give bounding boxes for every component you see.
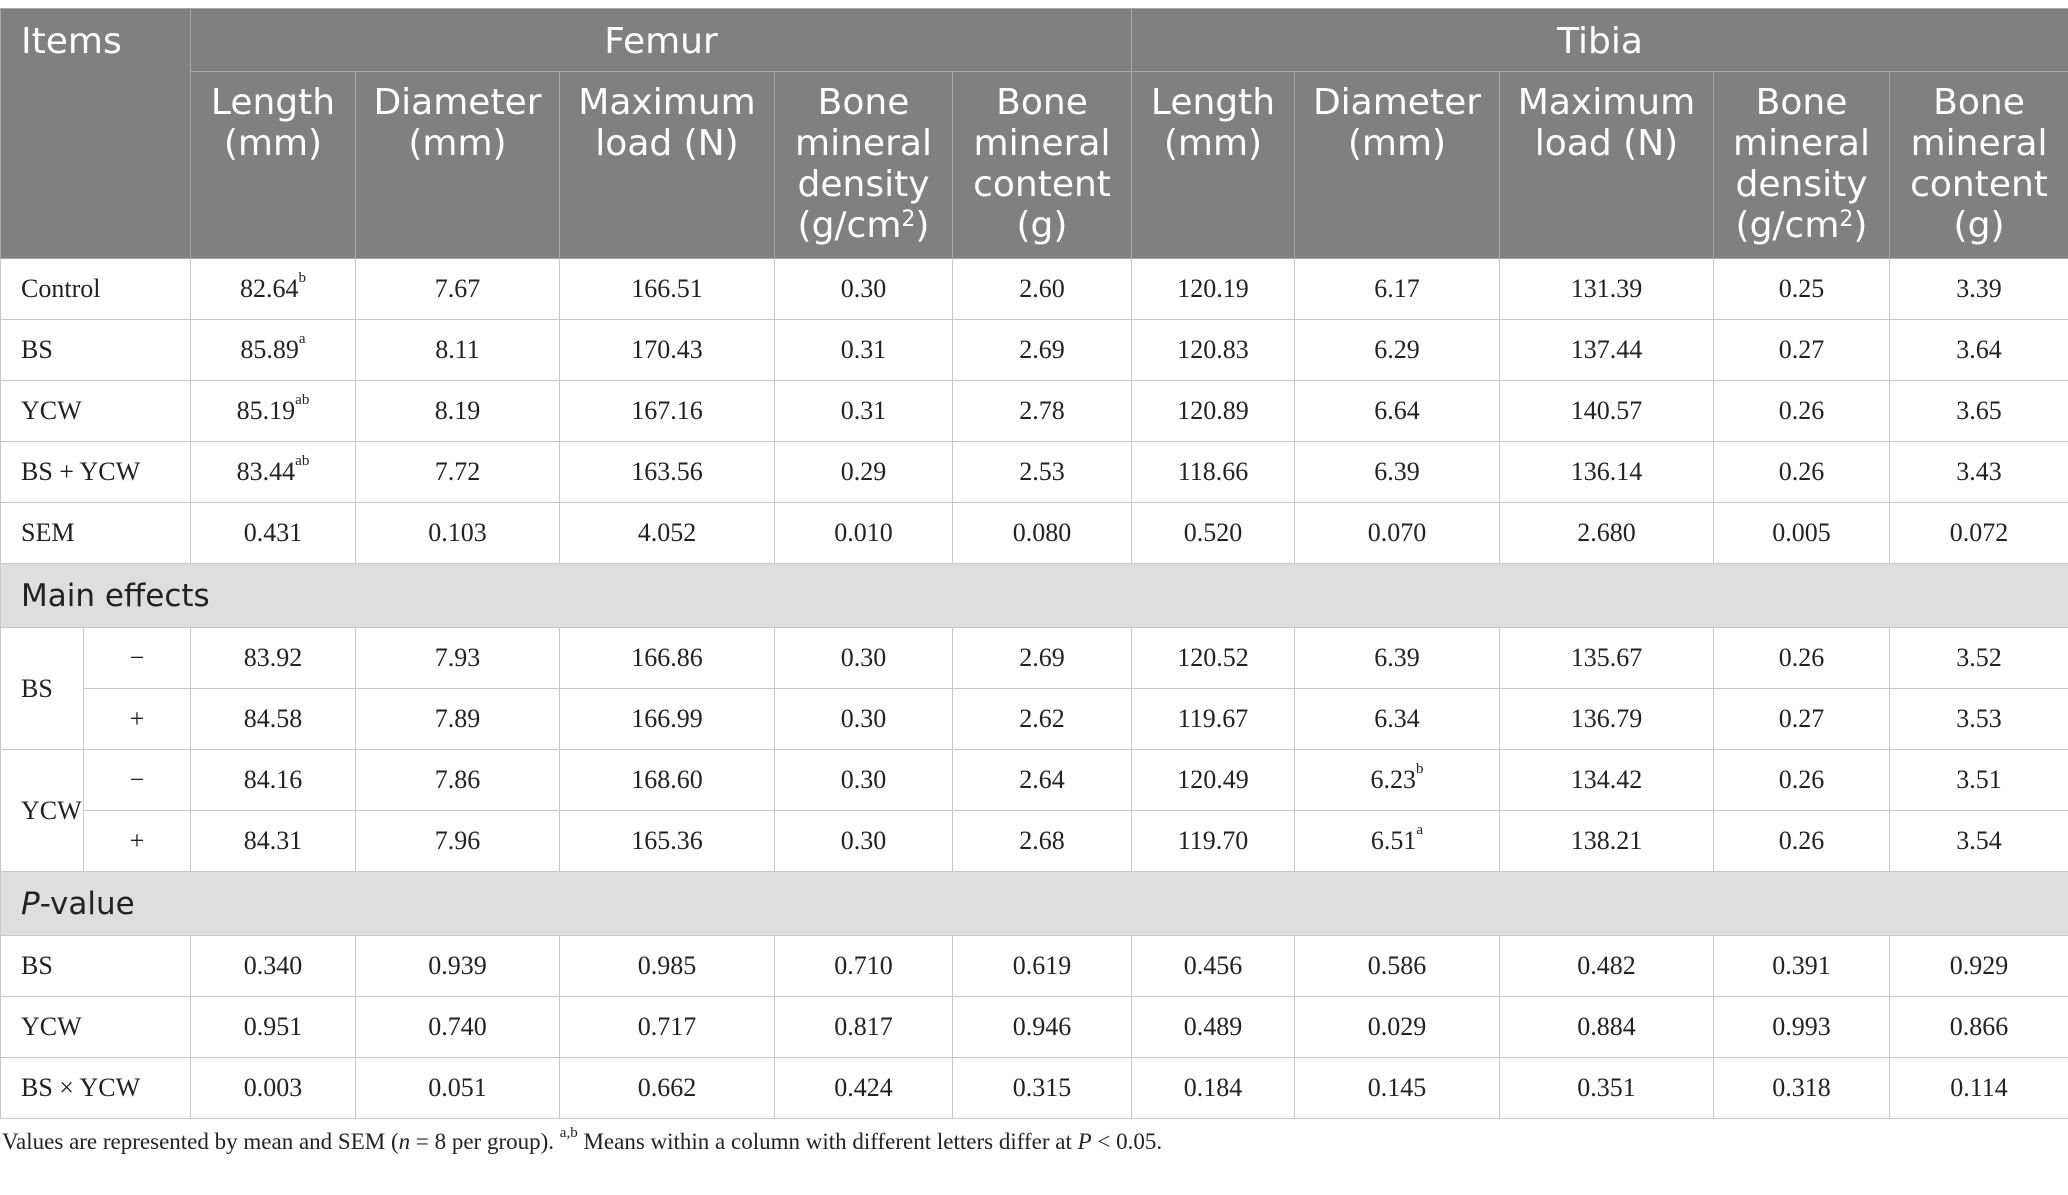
table-cell: 0.489 xyxy=(1132,997,1295,1058)
table-cell: 120.89 xyxy=(1132,381,1295,442)
table-row xyxy=(1,381,2068,442)
table-cell: 6.51$^a$ xyxy=(1295,811,1500,872)
table-cell: 120.83 xyxy=(1132,320,1295,381)
table-cell: 0.30 xyxy=(775,628,953,689)
table-cell: 0.817 xyxy=(775,997,953,1058)
table-cell: 0.884 xyxy=(1500,997,1714,1058)
table-body xyxy=(1,259,2068,1119)
table-cell: 83.44$^{ab}$ xyxy=(191,442,356,503)
table-cell: 0.072 xyxy=(1890,503,2068,564)
table-cell: 7.86 xyxy=(356,750,560,811)
section-row-main-effects xyxy=(1,564,2068,628)
table-cell: 0.619 xyxy=(953,936,1132,997)
table-cell: 0.26 xyxy=(1714,381,1890,442)
row-label: Control xyxy=(1,259,191,320)
table-cell: 0.103 xyxy=(356,503,560,564)
table-cell: 84.58 xyxy=(191,689,356,750)
table-cell: 0.315 xyxy=(953,1058,1132,1119)
table-cell: 0.710 xyxy=(775,936,953,997)
table-cell: 6.34 xyxy=(1295,689,1500,750)
table-cell: 0.31 xyxy=(775,320,953,381)
table-cell: 82.64$^b$ xyxy=(191,259,356,320)
table-cell: 166.86 xyxy=(560,628,775,689)
table-cell: 0.010 xyxy=(775,503,953,564)
table-cell: 3.43 xyxy=(1890,442,2068,503)
table-cell: 0.184 xyxy=(1132,1058,1295,1119)
table-cell: 3.52 xyxy=(1890,628,2068,689)
table-cell: 2.680 xyxy=(1500,503,1714,564)
table-cell: 135.67 xyxy=(1500,628,1714,689)
table-cell: 120.52 xyxy=(1132,628,1295,689)
table-cell: 2.64 xyxy=(953,750,1132,811)
femur-diameter-header: Diameter (mm) xyxy=(356,72,560,259)
table-cell: 136.14 xyxy=(1500,442,1714,503)
femur-bmc-header: Bone mineral content (g) xyxy=(953,72,1132,259)
table-cell: 7.72 xyxy=(356,442,560,503)
table-cell: 6.29 xyxy=(1295,320,1500,381)
table-cell: 85.19$^{ab}$ xyxy=(191,381,356,442)
table-cell: 0.051 xyxy=(356,1058,560,1119)
table-cell: 0.114 xyxy=(1890,1058,2068,1119)
table-cell: 2.62 xyxy=(953,689,1132,750)
table-cell: 0.30 xyxy=(775,259,953,320)
table-cell: 0.31 xyxy=(775,381,953,442)
tibia-length-header: Length (mm) xyxy=(1132,72,1295,259)
table-cell: 0.30 xyxy=(775,811,953,872)
table-cell: 6.23$^b$ xyxy=(1295,750,1500,811)
table-cell: 136.79 xyxy=(1500,689,1714,750)
table-cell: 2.78 xyxy=(953,381,1132,442)
table-row xyxy=(1,811,2068,872)
table-cell: 0.993 xyxy=(1714,997,1890,1058)
table-cell: 0.145 xyxy=(1295,1058,1500,1119)
section-row-p-value xyxy=(1,872,2068,936)
table-cell: 3.39 xyxy=(1890,259,2068,320)
table-cell: 0.424 xyxy=(775,1058,953,1119)
table-cell: 165.36 xyxy=(560,811,775,872)
bone-data-table xyxy=(0,8,2068,1119)
table-row xyxy=(1,1058,2068,1119)
table-cell: 120.49 xyxy=(1132,750,1295,811)
group-label: YCW xyxy=(1,750,84,872)
table-cell: 3.51 xyxy=(1890,750,2068,811)
table-cell: 6.17 xyxy=(1295,259,1500,320)
table-row xyxy=(1,628,2068,689)
table-cell: 137.44 xyxy=(1500,320,1714,381)
table-cell: 2.53 xyxy=(953,442,1132,503)
table-cell: 6.39 xyxy=(1295,442,1500,503)
table-cell: 0.985 xyxy=(560,936,775,997)
femur-length-header: Length (mm) xyxy=(191,72,356,259)
table-row xyxy=(1,503,2068,564)
table-cell: 3.54 xyxy=(1890,811,2068,872)
table-cell: 0.26 xyxy=(1714,628,1890,689)
table-footnote: Values are represented by mean and SEM (n = 8 per group). $^{a,b}$ Means within a column with different letters differ at P < 0.05. xyxy=(2,1125,1163,1154)
section-title: P-value xyxy=(1,872,2068,936)
table-cell: 0.25 xyxy=(1714,259,1890,320)
table-cell: 84.31 xyxy=(191,811,356,872)
table-row xyxy=(1,442,2068,503)
tibia-bmc-header: Bone mineral content (g) xyxy=(1890,72,2068,259)
table-cell: 0.456 xyxy=(1132,936,1295,997)
table-cell: 0.951 xyxy=(191,997,356,1058)
table-cell: 8.19 xyxy=(356,381,560,442)
table-cell: 6.39 xyxy=(1295,628,1500,689)
table-cell: 4.052 xyxy=(560,503,775,564)
table-cell: 131.39 xyxy=(1500,259,1714,320)
group-label: BS xyxy=(1,628,84,750)
row-label: BS xyxy=(1,936,191,997)
table-container xyxy=(0,8,2068,1155)
table-cell: 163.56 xyxy=(560,442,775,503)
table-cell: 6.64 xyxy=(1295,381,1500,442)
table-cell: 7.89 xyxy=(356,689,560,750)
table-cell: 0.30 xyxy=(775,689,953,750)
table-row xyxy=(1,750,2068,811)
table-cell: 170.43 xyxy=(560,320,775,381)
table-cell: 0.340 xyxy=(191,936,356,997)
table-cell: 167.16 xyxy=(560,381,775,442)
level-label: − xyxy=(84,750,191,811)
table-cell: 0.070 xyxy=(1295,503,1500,564)
table-cell: 0.482 xyxy=(1500,936,1714,997)
table-cell: 0.29 xyxy=(775,442,953,503)
level-label: + xyxy=(84,689,191,750)
table-cell: 168.60 xyxy=(560,750,775,811)
table-cell: 0.717 xyxy=(560,997,775,1058)
table-cell: 3.53 xyxy=(1890,689,2068,750)
table-cell: 0.740 xyxy=(356,997,560,1058)
table-cell: 0.080 xyxy=(953,503,1132,564)
table-cell: 0.27 xyxy=(1714,320,1890,381)
table-cell: 0.26 xyxy=(1714,811,1890,872)
table-cell: 0.26 xyxy=(1714,750,1890,811)
table-cell: 119.70 xyxy=(1132,811,1295,872)
table-cell: 0.30 xyxy=(775,750,953,811)
row-label: SEM xyxy=(1,503,191,564)
table-cell: 7.96 xyxy=(356,811,560,872)
femur-header: Femur xyxy=(191,9,1132,72)
table-cell: 7.67 xyxy=(356,259,560,320)
row-label: BS xyxy=(1,320,191,381)
table-cell: 0.26 xyxy=(1714,442,1890,503)
section-title: Main effects xyxy=(1,564,2068,628)
table-cell: 2.69 xyxy=(953,320,1132,381)
table-cell: 0.586 xyxy=(1295,936,1500,997)
table-row xyxy=(1,997,2068,1058)
table-cell: 118.66 xyxy=(1132,442,1295,503)
table-cell: 0.662 xyxy=(560,1058,775,1119)
table-cell: 8.11 xyxy=(356,320,560,381)
table-cell: 83.92 xyxy=(191,628,356,689)
items-header: Items xyxy=(1,9,191,259)
table-cell: 0.946 xyxy=(953,997,1132,1058)
table-cell: 0.866 xyxy=(1890,997,2068,1058)
table-cell: 140.57 xyxy=(1500,381,1714,442)
table-cell: 119.67 xyxy=(1132,689,1295,750)
tibia-header: Tibia xyxy=(1132,9,2068,72)
table-cell: 3.65 xyxy=(1890,381,2068,442)
femur-max-load-header: Maximum load (N) xyxy=(560,72,775,259)
table-cell: 0.27 xyxy=(1714,689,1890,750)
table-row xyxy=(1,320,2068,381)
table-cell: 0.431 xyxy=(191,503,356,564)
table-cell: 0.005 xyxy=(1714,503,1890,564)
row-label: BS × YCW xyxy=(1,1058,191,1119)
table-cell: 0.029 xyxy=(1295,997,1500,1058)
table-row xyxy=(1,689,2068,750)
table-cell: 166.99 xyxy=(560,689,775,750)
table-cell: 120.19 xyxy=(1132,259,1295,320)
tibia-bmd-header: Bone mineral density $(g/cm^2)$ xyxy=(1714,72,1890,259)
table-cell: 2.68 xyxy=(953,811,1132,872)
table-cell: 134.42 xyxy=(1500,750,1714,811)
table-cell: 2.60 xyxy=(953,259,1132,320)
row-label: YCW xyxy=(1,997,191,1058)
table-row xyxy=(1,259,2068,320)
table-cell: 84.16 xyxy=(191,750,356,811)
table-cell: 7.93 xyxy=(356,628,560,689)
table-cell: 0.520 xyxy=(1132,503,1295,564)
table-cell: 3.64 xyxy=(1890,320,2068,381)
level-label: + xyxy=(84,811,191,872)
table-header xyxy=(1,9,2068,259)
table-row xyxy=(1,936,2068,997)
table-cell: 0.939 xyxy=(356,936,560,997)
table-cell: 85.89$^a$ xyxy=(191,320,356,381)
table-cell: 0.929 xyxy=(1890,936,2068,997)
row-label: YCW xyxy=(1,381,191,442)
table-cell: 2.69 xyxy=(953,628,1132,689)
table-cell: 166.51 xyxy=(560,259,775,320)
table-cell: 0.318 xyxy=(1714,1058,1890,1119)
table-cell: 138.21 xyxy=(1500,811,1714,872)
table-cell: 0.003 xyxy=(191,1058,356,1119)
level-label: − xyxy=(84,628,191,689)
tibia-diameter-header: Diameter (mm) xyxy=(1295,72,1500,259)
table-cell: 0.351 xyxy=(1500,1058,1714,1119)
tibia-max-load-header: Maximum load (N) xyxy=(1500,72,1714,259)
row-label: BS + YCW xyxy=(1,442,191,503)
table-cell: 0.391 xyxy=(1714,936,1890,997)
femur-bmd-header: Bone mineral density $(g/cm^2)$ xyxy=(775,72,953,259)
